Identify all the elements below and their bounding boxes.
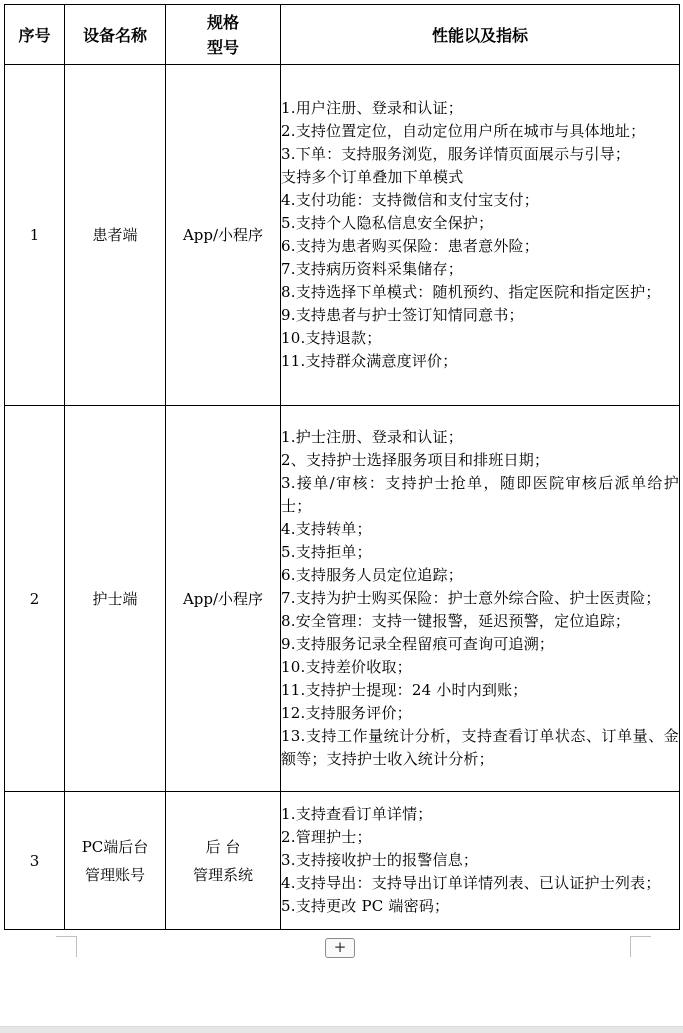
spec-item: 5.支持个人隐私信息安全保护； [281, 214, 494, 232]
device-name-line: 患者端 [92, 226, 138, 244]
spec-item: 3.下单：支持服务浏览，服务详情页面展示与引导； [281, 145, 631, 163]
spec-item: 9.支持服务记录全程留痕可查询可追溯； [281, 635, 555, 653]
spec-item: 10.支持退款； [281, 329, 382, 347]
row-device-name [65, 792, 166, 930]
model-line: 管理系统 [192, 865, 253, 884]
page-corner-mark-right [630, 936, 651, 957]
spec-item: 11.支持护士提现：24 小时内到账； [281, 681, 528, 699]
spec-item: 7.支持病历资料采集储存； [281, 260, 463, 278]
spec-item: 8.支持选择下单模式：随机预约、指定医院和指定医护； [281, 283, 661, 301]
header-seq: 序号 [5, 5, 65, 65]
spec-item: 6.支持服务人员定位追踪； [281, 566, 463, 584]
spec-item: 5.支持更改 PC 端密码； [281, 897, 450, 915]
table-row [5, 406, 680, 792]
spec-item: 7.支持为护士购买保险：护士意外综合险、护士医责险； [281, 589, 661, 607]
spec-item: 2.支持位置定位，自动定位用户所在城市与具体地址； [281, 122, 646, 140]
spec-item: 4.支持转单； [281, 520, 372, 538]
spec-item: 3.接单/审核：支持护士抢单，随即医院审核后派单给护士； [281, 474, 679, 515]
spec-item: 9.支持患者与护士签订知情同意书； [281, 306, 524, 324]
row-model [166, 65, 281, 406]
row-seq: 3 [5, 792, 65, 930]
row-seq: 1 [5, 65, 65, 406]
spec-item: 10.支持差价收取； [281, 658, 412, 676]
spec-item: 支持多个订单叠加下单模式 [281, 168, 464, 186]
page-corner-mark-left [56, 936, 77, 957]
spec-item: 5.支持拒单； [281, 543, 372, 561]
row-device-name [65, 406, 166, 792]
spec-item: 8.安全管理：支持一键报警，延迟预警，定位追踪； [281, 612, 631, 630]
header-model-line1: 规格 [206, 12, 239, 32]
header-model [166, 5, 281, 65]
header-row [5, 5, 680, 65]
spec-item: 1.支持查看订单详情； [281, 805, 433, 823]
row-model [166, 406, 281, 792]
header-model-line2: 型号 [206, 37, 239, 57]
device-name-line: 管理账号 [84, 865, 145, 884]
spec-item: 4.支付功能：支持微信和支付宝支付； [281, 191, 539, 209]
spec-item: 3.支持接收护士的报警信息； [281, 851, 479, 869]
spec-item: 1.用户注册、登录和认证； [281, 99, 463, 117]
spec-table [4, 4, 680, 930]
spec-item: 2、支持护士选择服务项目和排班日期； [281, 451, 550, 469]
spec-item: 2.管理护士； [281, 828, 372, 846]
table-row [5, 65, 680, 406]
spec-item: 13.支持工作量统计分析，支持查看订单状态、订单量、金额等；支持护士收入统计分析； [281, 727, 679, 768]
spec-item: 1.护士注册、登录和认证； [281, 428, 463, 446]
row-model [166, 792, 281, 930]
spec-item: 4.支持导出：支持导出订单详情列表、已认证护士列表； [281, 874, 661, 892]
row-specs [281, 406, 680, 792]
row-specs [281, 792, 680, 930]
spec-item: 6.支持为患者购买保险：患者意外险； [281, 237, 539, 255]
spec-item: 11.支持群众满意度评价； [281, 352, 458, 370]
add-row-button[interactable]: + [325, 938, 355, 958]
header-specs: 性能以及指标 [281, 5, 680, 65]
device-name-line: 护士端 [92, 589, 138, 608]
row-seq: 2 [5, 406, 65, 792]
model-line: App/小程序 [182, 589, 264, 608]
model-line: App/小程序 [182, 226, 264, 244]
header-device: 设备名称 [65, 5, 166, 65]
spec-item: 12.支持服务评价； [281, 704, 412, 722]
row-device-name [65, 65, 166, 406]
device-name-line: PC端后台 [81, 837, 149, 856]
table-row [5, 792, 680, 930]
model-line: 后 台 [205, 837, 241, 856]
row-specs [281, 65, 680, 406]
